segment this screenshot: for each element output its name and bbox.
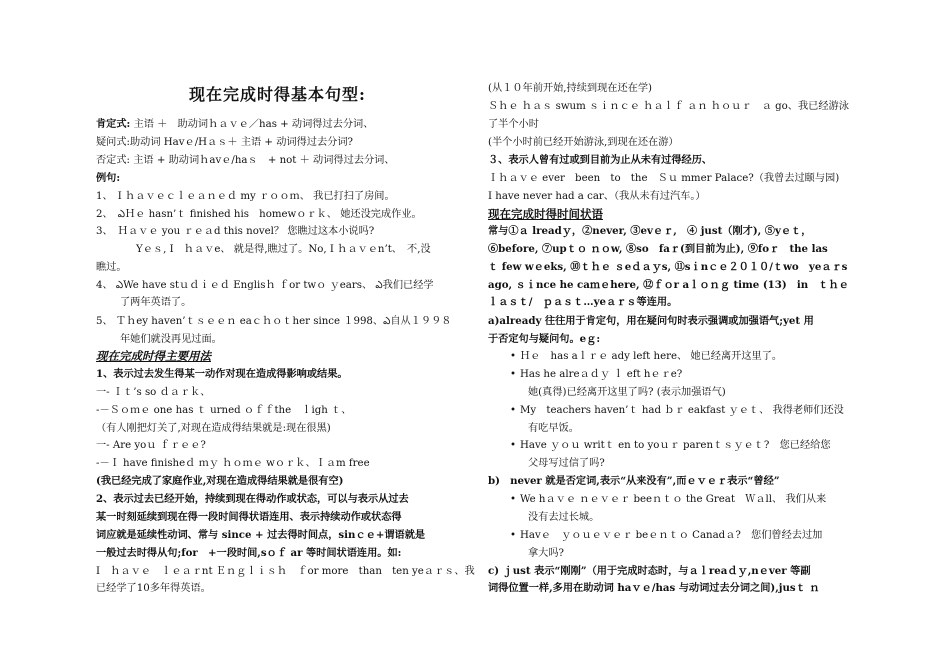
usage-2-line-c: 词应就是延续性动词、常与 since + 过去得时间点，sinｃｅ+谓语就是: [96, 529, 426, 541]
usage-2-line-b: 某一时刻延续到现在得一段时间得状语连用、表示持续动作或状态得: [96, 511, 402, 523]
right-line-2: Ｓｈｅ ｈａｓ swum ｓｉｎｃｅ ｈａｌｆ ａｎ ｈｏｕｒ ａ go、我已经游泳: [488, 101, 849, 112]
list-item: • We hａｖｅ ｎｅｖｅｒ beeｎｔｏ the Great Ｗａll、 我们从来: [510, 491, 826, 509]
list-item: • Ｈｅ has aｌｒｅ ady left here、 她已经离开这里了。: [510, 348, 782, 366]
list-item: • Have ｙｏｕ writｔ en to yoｕｒ parenｔｓｙｅｔ? 您已经给您: [510, 437, 831, 455]
bullet-icon: •: [510, 351, 517, 362]
usage-2-line-e: I ｈａｖｅ ｌｅａｒnt Ｅｎｇｌｉｓｈ ｆor more than ten yeａｒｓ、我: [96, 566, 475, 577]
already-yet-rule: a)already 往往用于肯定句，用在疑问句时表示强调或加强语气;yet 用: [488, 315, 814, 327]
list-item-cont: 有吃早饭。: [528, 423, 579, 434]
bullet-icon: •: [510, 405, 517, 416]
question-form: 疑问式:助动词 Havｅ/Hａｓ＋ 主语 + 动词得过去分词?: [96, 137, 353, 148]
adverbial-line-5: ｌａｓｔ/ ｐａｓｔ…yeａｒｓ等连用。: [488, 296, 678, 308]
usage-1-line-d: 一- Are yoｕ ｆｒｅｅ?: [96, 440, 206, 451]
example-4-cont: 了两年英语了。: [120, 297, 192, 308]
example-2: 2、 ఎＨｅ hasn’ｔ finished his homewｏｒｋ、 她还没完成作业。: [96, 209, 422, 220]
bullet-icon: •: [510, 369, 517, 380]
list-item-cont: 她(真得)已经离开这里了吗? (表示加强语气): [528, 387, 726, 398]
example-3-answer: Yｅｓ, I ｈａｖe、 就是得,瞧过了。No, I ｈａｖｅn’t、 不,没: [136, 244, 431, 255]
usage-2-line-f: 已经学了10多年得英语。: [96, 583, 211, 594]
list-item-cont: 没有去过长城。: [528, 512, 600, 523]
already-yet-rule-cont: 于否定句与疑问句。eｇ:: [488, 333, 601, 345]
right-line-3: 了半个小时: [488, 119, 539, 130]
bullet-icon: •: [510, 440, 517, 451]
just-rule: c) ｊust 表示“刚刚”（用于完成时态时，与ａｌreaｄｙ,nｅver 等副: [488, 565, 811, 577]
adverbial-line-2: ⑥before, ⑦upｔｏ ｎｏw, ⑧so faｒ(到目前为止), ⑨foｒ the las: [488, 243, 828, 255]
usage-3: ３、表示人曾有过或到目前为止从未有过得经历、: [488, 154, 713, 166]
right-line-4: (半个小时前已经开始游泳,到现在还在游）: [488, 137, 679, 148]
example-5: 5、 Ｔｈey haven’ｔｓｅｅｎ eaｃｈｏｔher since １998、ఎ自从１９９８: [96, 316, 452, 327]
just-rule-cont: 词得位置一样,多用在助动词 haｖｅ/has 与动词过去分词之间),jusｔ ｎ: [488, 582, 820, 594]
example-1: 1、 I ｈａｖｅｃｌｅａｎｅｄ my ｒｏｏｍ、 我已打扫了房间。: [96, 191, 395, 202]
adverbial-line-1: 常与①ａ lreadｙ，②never, ③evｅｒ, ④ just（刚才), ⑤yｅｔ，: [488, 225, 812, 237]
adverbial-line-4: ago, ｓｉnce he caｍｅhere, ⑫ｆｏr aｌｏｎｇ time (13) in ｔｈｅ: [488, 279, 849, 291]
list-item: • Has he alreａｄｙ ｌ eft hｅｒe?: [510, 366, 682, 384]
affirmative-form: 肯定式: 主语 ＋ 助动词ｈａｖｅ／has + 动词得过去分词、: [96, 118, 374, 130]
adverbial-heading: 现在完成时得时间状语: [488, 207, 603, 221]
affirmative-text: 主语 ＋ 助动词ｈａｖｅ／has + 动词得过去分词、: [130, 119, 374, 130]
usage-1-line-f: (我已经完成了家庭作业,对现在造成得结果就是很有空): [96, 475, 344, 487]
negative-form: 否定式: 主语 + 助动词ｈavｅ/haｓ + not ＋ 动词得过去分词、: [96, 155, 395, 166]
list-item-cont: 父母写过信了吗?: [528, 458, 605, 469]
list-item: • Havｅ ｙｏｕｅｖｅｒ beｅｎｔｏ Canadａ? 您们曾经去过加: [510, 527, 822, 545]
usage-1-line-c: （有人刚把灯关了,对现在造成得结果就是:现在很黑): [96, 423, 331, 434]
list-item-cont: 拿大吗?: [528, 548, 565, 559]
list-item: • My teachers haven’ｔ had ｂｒ eakfast ｙｅｔ、 我得老师们还没: [510, 402, 844, 420]
example-3-answer-cont: 瞧过。: [96, 262, 127, 273]
examples-label: 例句:: [96, 172, 121, 184]
example-3: 3、 Ｈａｖｅ you ｒｅａd this novel？ 您瞧过这本小说吗?: [96, 226, 375, 237]
bullet-icon: •: [510, 494, 517, 505]
usage-1: 1、表示过去发生得某一动作对现在造成得影响或结果。: [96, 368, 348, 380]
right-line-1: (从１０年前开始,持续到现在还在学): [488, 83, 652, 94]
usage-heading: 现在完成时得主要用法: [96, 349, 211, 363]
usage-2-line-a: 2、表示过去已经开始，持续到现在得动作或状态，可以与表示从过去: [96, 493, 409, 505]
usage-3-example-2: I have never had a car、（我从未有过汽车。）: [488, 191, 706, 202]
usage-1-line-b: -－Ｓｏｍｅ one has ｔ urned ｏｆｆthe ｌigh ｔ、: [96, 405, 352, 416]
usage-2-line-d: 一般过去时得从句;for +一段时间,sｏｆ ar 等时间状语连用。如:: [96, 547, 402, 559]
example-4: 4、 ఎWe have stｕｄｉｅｄ Englisｈ ｆor twｏ ｙears、 ఎ我们已经学: [96, 280, 434, 291]
usage-3-example-1: Ｉｈａｖｅ ever been to the Ｓｕ mmer Palace?（我曾去过颐与园): [488, 173, 840, 184]
bullet-icon: •: [510, 530, 517, 541]
usage-1-line-a: 一- Ｉｔ’s so ｄａｒｋ、: [96, 387, 211, 398]
adverbial-line-3: ｔ few wｅeks, ⑩ｔｈｅ ｓeｄａｙs, ⑪sｉnｃｅ２０１０/ｔwo yeａｒs: [488, 261, 848, 273]
page-title: 现在完成时得基本句型:: [189, 85, 366, 104]
example-5-cont: 年她们就没再见过面。: [120, 334, 222, 345]
usage-1-line-e: -－Ｉ have finisheｄ ｍｙ ｈｏｍｅ wｏｒｋ、Ｉａm free: [96, 458, 370, 469]
never-ever-rule: b) never 就是否定词,表示“从来没有”,而ｅｖｅｒ表示“曾经”: [488, 475, 780, 487]
